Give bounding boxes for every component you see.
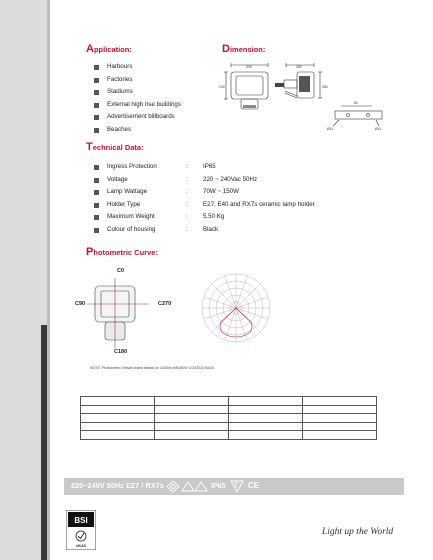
class-diamond-inner-icon — [171, 484, 176, 489]
left-gray-band — [0, 0, 47, 560]
list-item: Beaches — [94, 124, 181, 137]
warning-triangle-icon-2 — [195, 482, 207, 491]
svg-text:UKAS: UKAS — [76, 544, 86, 548]
technical-heading: Technical Data: — [86, 141, 144, 153]
empty-data-table — [80, 396, 377, 440]
dim-hole-right-label: Ø11 — [375, 127, 382, 131]
application-heading: Application: — [86, 43, 132, 55]
table-row — [81, 422, 377, 431]
dim-depth-label: 284 — [322, 85, 328, 89]
left-band-edge — [47, 0, 50, 560]
list-item: Factories — [94, 74, 181, 87]
strip-icons — [166, 480, 210, 493]
bullet-icon — [94, 90, 99, 95]
bullet-icon — [94, 203, 99, 208]
c90-label: C90 — [75, 301, 86, 307]
bullet-icon — [94, 178, 99, 183]
class-diamond-icon — [167, 481, 179, 492]
dim-hole-left-label: Ø11 — [327, 127, 334, 131]
table-row — [81, 414, 377, 423]
ce-mark: CE — [248, 481, 260, 490]
photometric-note: NOTE: Photometric Result tested based on 1400lm MH150W COATED BULB. — [90, 366, 215, 370]
tagline: Light up the World — [322, 527, 394, 537]
list-item: Stadiums — [94, 86, 181, 99]
bullet-icon — [94, 103, 99, 108]
bullet-icon — [94, 165, 99, 170]
c270-label: C270 — [158, 301, 172, 307]
dim-side-width-label: 250 — [296, 65, 302, 69]
dim-front-width-label: 333 — [246, 65, 252, 69]
c0-label: C0 — [117, 268, 125, 274]
bullet-icon — [94, 65, 99, 70]
f-mark-icon — [230, 480, 244, 493]
bullet-icon — [94, 215, 99, 220]
strip-ip-rating: IP65 — [211, 483, 226, 490]
dimension-heading: Dimension: — [222, 43, 266, 55]
bullet-icon — [94, 190, 99, 195]
list-item: Harbours — [94, 61, 181, 74]
warning-triangle-icon — [182, 482, 194, 491]
bullet-icon — [94, 78, 99, 83]
svg-text:BSI: BSI — [74, 516, 88, 525]
strip-spec-text: 220~240V 50Hz E27 / RX7s — [71, 483, 164, 490]
bullet-icon — [94, 115, 99, 120]
list-item: External high rise buildings — [94, 99, 181, 112]
dim-height-label: 240 — [219, 85, 225, 89]
c180-label: C180 — [114, 349, 128, 355]
bsi-ukas-logo — [66, 510, 96, 550]
application-list — [94, 61, 181, 137]
bullet-icon — [94, 228, 99, 233]
bullet-icon — [94, 128, 99, 133]
table-row — [81, 397, 377, 406]
table-row — [81, 431, 377, 440]
list-item: Advertisement billboards — [94, 111, 181, 124]
photometric-drawing — [65, 262, 290, 367]
dim-bracket-label: 80 — [354, 101, 358, 105]
dimension-drawing — [219, 62, 389, 134]
photometric-heading: Photometric Curve: — [86, 246, 158, 258]
table-row — [81, 405, 377, 414]
